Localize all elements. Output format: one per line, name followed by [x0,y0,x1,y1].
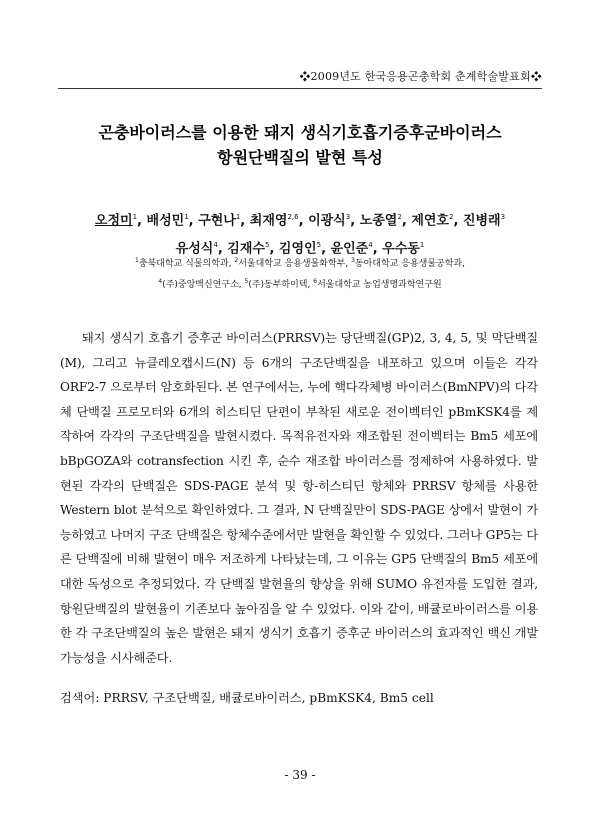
keywords [60,688,550,708]
author-name: 구현나 [198,213,236,229]
title-line-2: 항원단백질의 발현 특성 [217,148,383,167]
affiliation-mark: 2 [234,257,239,264]
author-name: 이광식 [308,213,346,229]
paper-title [40,120,560,170]
affiliation-name: 충북대학교 식물의학과, [138,259,235,269]
author-affiliation-mark: 2 [449,213,454,221]
author-affiliation-mark: 5 [264,241,270,250]
author-name: 유성식 [175,241,214,257]
author-name: 제연호 [411,213,449,229]
affiliation-mark: 3 [351,257,355,264]
author-name: 노종열 [359,213,398,229]
author-affiliation-mark: 3 [345,213,351,221]
affiliation-mark: 6 [313,278,318,285]
keywords-label: 검색어: [60,691,100,705]
affiliation-list [30,252,570,294]
author-affiliation-mark: 2,6 [287,213,299,221]
author-affiliation-mark: 3 [500,213,506,221]
affiliation-name: 서울대학교 농업생명과학연구원 [317,280,442,290]
author-affiliation-mark: 4 [368,241,373,250]
author-name: 김재수 [227,241,265,257]
keywords-list: PRRSV, 구조단백질, 배큘로바이러스, pBmKSK4, Bm5 cell [99,691,434,705]
affiliation-mark: 1 [135,257,139,264]
author-name: 최재영 [249,213,288,229]
author-line: 유성식$^4$, 김재수$^5$, 김영인$^5$, 윤인준$^4$, 우수동$^1$ [175,241,425,257]
author-affiliation-mark: 4 [213,241,218,250]
author-affiliation-mark: 1 [132,213,138,221]
author-name: 배성민 [146,213,185,229]
author-name: 우수동 [382,241,420,257]
author-name: 오정미 [94,213,133,229]
affiliation-line [30,252,570,273]
affiliation-name: (주)중앙백신연구소, [162,280,245,290]
author-affiliation-mark: 1 [184,213,189,221]
conference-name: ❖2009년도 한국응용곤충학회 춘계학술발표회❖ [299,70,542,83]
page-number: - 39 - [284,768,316,782]
title-line-1: 곤충바이러스를 이용한 돼지 생식기호흡기증후군바이러스 [98,123,502,142]
author-name: 진병래 [462,213,501,229]
author-line: 오정미$^1$, 배성민$^1$, 구현나$^1$, 최재영$^{2,6}$, 이광식$^3$, 노종열$^2$, 제연호$^2$, 진병래$^3$ [94,213,506,229]
affiliation-mark: 5 [244,278,249,285]
author-affiliation-mark: 5 [316,241,322,250]
conference-header [58,68,542,89]
affiliation-name: 서울대학교 응용생물화학부, [238,259,352,269]
author-affiliation-mark: 2 [397,213,402,221]
author-name: 윤인준 [330,241,369,257]
affiliation-line [30,273,570,294]
author-affiliation-mark: 1 [419,241,425,250]
affiliation-mark: 4 [158,278,163,285]
affiliation-name: (주)동부하이텍, [248,280,314,290]
author-name: 김영인 [278,241,317,257]
abstract-text: 돼지 생식기 호흡기 증후군 바이러스(PRRSV)는 당단백질(GP)2, 3, 4, 5, 및 막단백질(M), 그리고 뉴클레오캡시드(N) 등 6개의 구조단백질을 내포하고 있으며 이들은 각각 ORF2-7 으로부터 암호화된다. 본 연구에서는, 누에 핵다각체병 바이러스(BmNPV)의 다각체 단백질 프로모터와 6개의 히스티딘 단편이 부착된 새로운 전이벡터인 pBmKSK4를 제작하여 각각의 구조단백질을 발현시켰다. 목적유전자와 재조합된 전이벡터는 Bm5 세포에 bBpGOZA와 cotransfection 시킨 후, 순수 재조합 바이러스를 정제하여 사용하였다. 발현된 각각의 단백질은 SDS-PAGE 분석 및 항-히스티딘 항체와 PRRSV 항체를 사용한 Western blot 분석으로 확인하였다. 그 결과, N 단백질만이 SDS-PAGE 상에서 발현이 가능하였고 나머지 구조 단백질은 항체수준에서만 발현을 확인할 수 있었다. 그러나 GP5는 다른 단백질에 비해 발현이 매우 저조하게 나타났는데, 그 이유는 GP5 단백질의 Bm5 세포에 대한 독성으로 추정되었다. 각 단백질 발현율의 향상을 위해 SUMO 유전자를 도입한 결과, 항원단백질의 발현율이 기존보다 높아짐을 알 수 있었다. 이와 같이, 배큘로바이러스를 이용한 각 구조단백질의 높은 발현은 돼지 생식기 호흡기 증후군 바이러스의 효과적인 백신 개발 가능성을 시사해준다. [60,331,538,665]
affiliation-name: 동아대학교 응용생물공학과, [354,259,465,269]
author-affiliation-mark: 1 [235,213,241,221]
